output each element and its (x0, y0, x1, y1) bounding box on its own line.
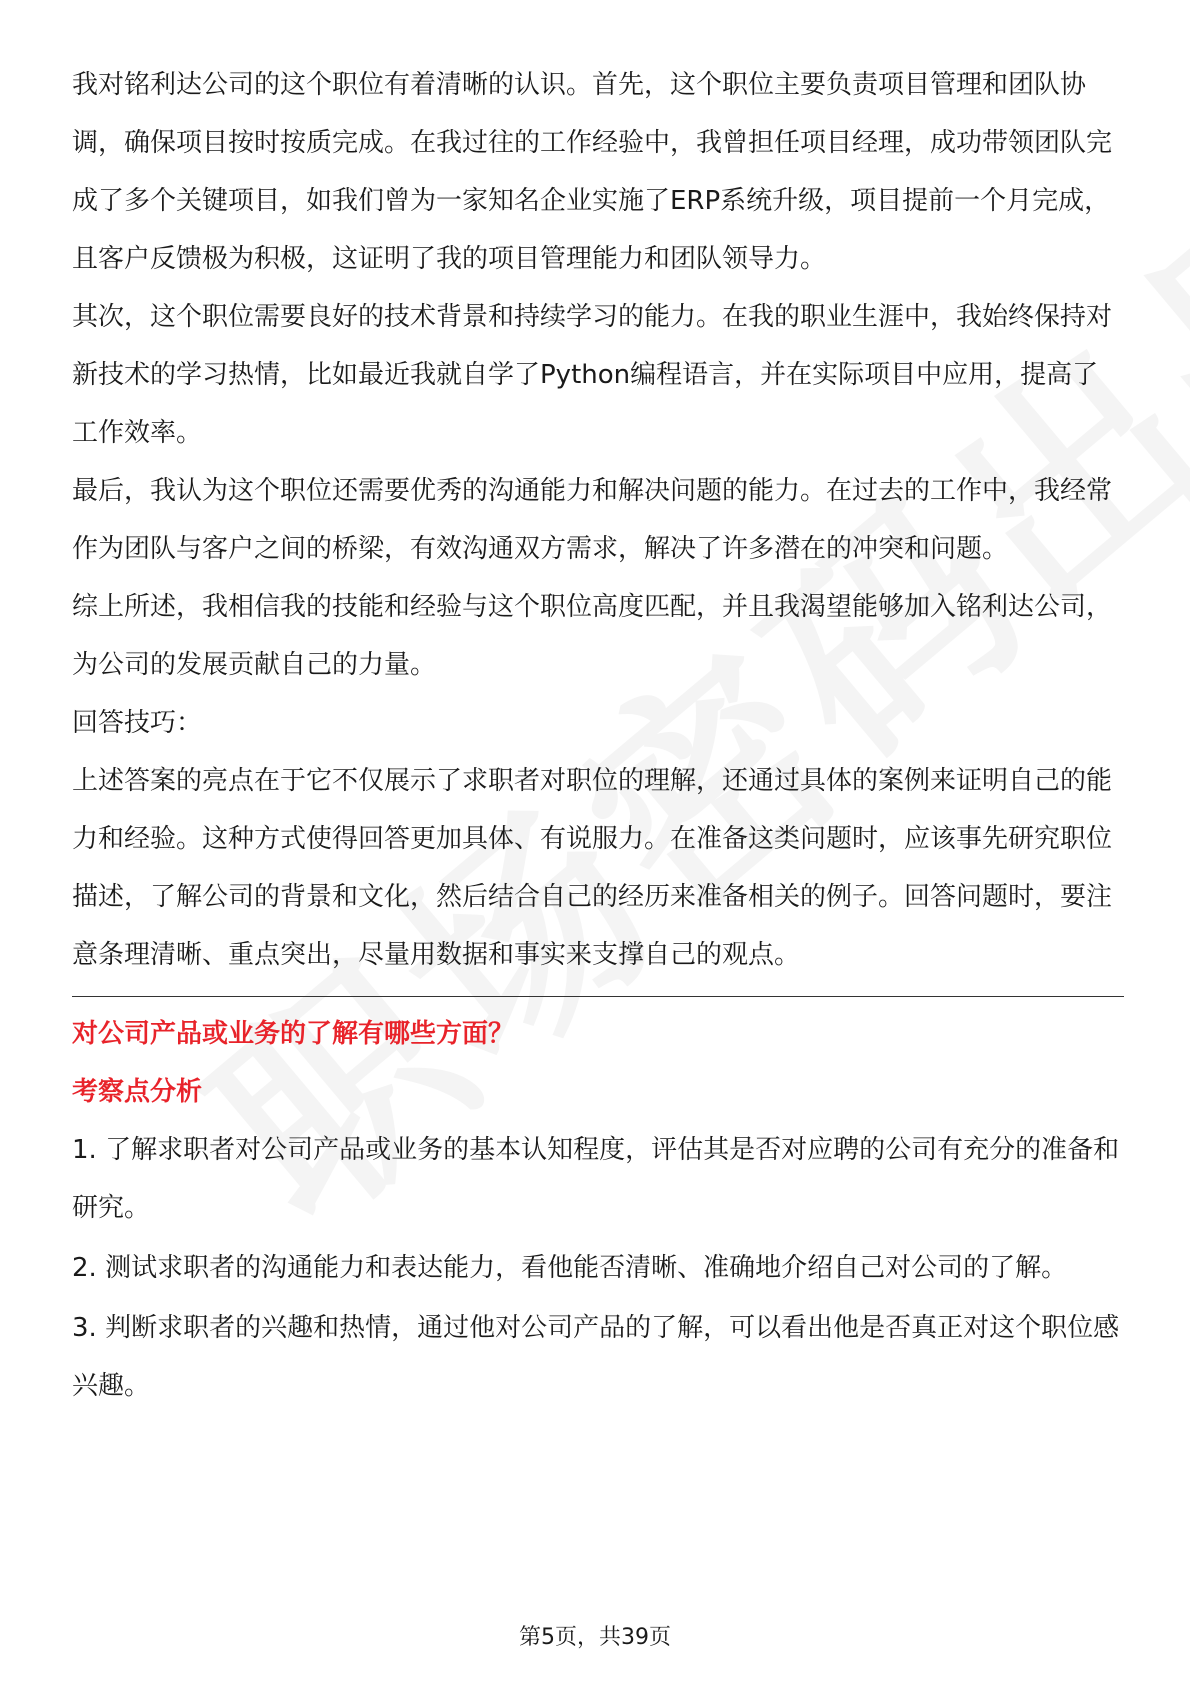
answer-paragraph-1: 我对铭利达公司的这个职位有着清晰的认识。首先，这个职位主要负责项目管理和团队协调，确保项目按时按质完成。在我过往的工作经验中，我曾担任项目经理，成功带领团队完成了多个关键项目，如我们曾为一家知名企业实施了ERP系统升级，项目提前一个月完成，且客户反馈极为积极，这证明了我的项目管理能力和团队领导力。 (72, 70, 1113, 274)
page-content (72, 56, 1122, 1417)
answer-paragraph-4: 综上所述，我相信我的技能和经验与这个职位高度匹配，并且我渴望能够加入铭利达公司，为公司的发展贡献自己的力量。 (72, 592, 1113, 680)
analysis-item-1: 1. 了解求职者对公司产品或业务的基本认知程度，评估其是否对应聘的公司有充分的准备和研究。 (72, 1135, 1120, 1223)
page-footer: 第5页，共39页 (519, 1625, 671, 1650)
analysis-item-2: 2. 测试求职者的沟通能力和表达能力，看他能否清晰、准确地介绍自己对公司的了解。 (72, 1253, 1068, 1283)
tips-text: 上述答案的亮点在于它不仅展示了求职者对职位的理解，还通过具体的案例来证明自己的能力和经验。这种方式使得回答更加具体、有说服力。在准备这类问题时，应该事先研究职位描述，了解公司的背景和文化，然后结合自己的经历来准备相关的例子。回答问题时，要注意条理清晰、重点突出，尽量用数据和事实来支撑自己的观点。 (72, 766, 1113, 970)
section-divider (72, 996, 1124, 997)
analysis-item-3: 3. 判断求职者的兴趣和热情，通过他对公司产品的了解，可以看出他是否真正对这个职位感兴趣。 (72, 1313, 1120, 1401)
answer-paragraph-2: 其次，这个职位需要良好的技术背景和持续学习的能力。在我的职业生涯中，我始终保持对新技术的学习热情，比如最近我就自学了Python编程语言，并在实际项目中应用，提高了工作效率。 (72, 302, 1113, 448)
tips-label: 回答技巧： (72, 708, 203, 738)
analysis-title: 考察点分析 (72, 1077, 203, 1107)
question-heading: 对公司产品或业务的了解有哪些方面？ (72, 1019, 515, 1049)
answer-paragraph-3: 最后，我认为这个职位还需要优秀的沟通能力和解决问题的能力。在过去的工作中，我经常作为团队与客户之间的桥梁，有效沟通双方需求，解决了许多潜在的冲突和问题。 (72, 476, 1113, 564)
